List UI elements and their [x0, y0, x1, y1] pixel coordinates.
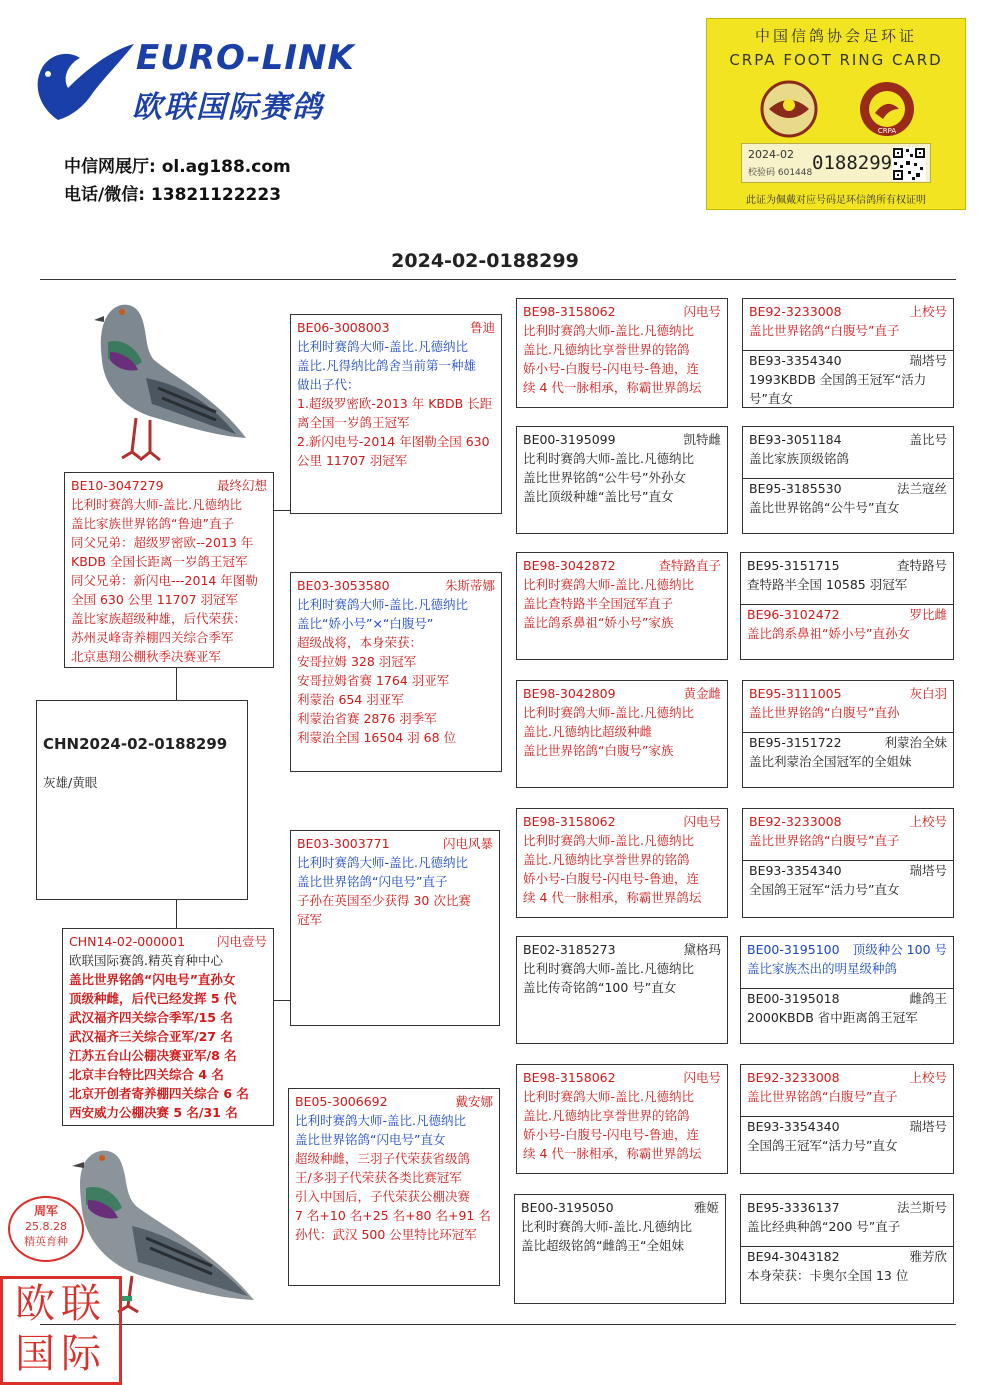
- gen3-ring: BE02-3185273: [523, 942, 616, 957]
- gen4-text: 盖比世界铭鸽“公牛号”直女: [749, 500, 900, 515]
- gen2-box-dam-dam: [288, 1088, 500, 1286]
- gen2-line: 安哥拉姆省赛 1764 羽亚军: [297, 673, 450, 688]
- gen4-text: 盖比家族杰出的明星级种鸽: [747, 961, 898, 976]
- dam-box: [62, 928, 274, 1126]
- gen3-name: 凯特雌: [683, 432, 721, 447]
- gen3-box: [516, 298, 728, 408]
- phone-text: 电话/微信: 13821122223: [64, 185, 282, 205]
- top-divider: [40, 279, 956, 280]
- dove-logo-icon: [28, 28, 138, 128]
- gen2-line: 安哥拉姆 328 羽冠军: [297, 654, 417, 669]
- gen4-ring: BE00-3195018: [747, 991, 840, 1006]
- gen4-name: 灰白羽: [909, 686, 947, 701]
- dam-line: 北京丰台特比四关综合 4 名: [69, 1067, 224, 1082]
- crpa-emblem-label: CRPA: [877, 127, 897, 135]
- gen3-line: 盖比顶级种雄“盖比号”直女: [523, 489, 674, 504]
- gen4-divider: [743, 350, 953, 351]
- gen4-ring: BE00-3195100: [747, 942, 840, 957]
- gen4-ring: BE92-3233008: [749, 814, 842, 829]
- sire-box: [64, 472, 274, 668]
- ring-number-box: [741, 143, 931, 183]
- gen2-line: 比利时赛鸽大师-盖比.凡德纳比: [295, 1113, 466, 1128]
- gen4-name: 盖比号: [909, 432, 947, 447]
- gen4-pair: [742, 426, 954, 534]
- gen2-line: 盖比世界铭鸽“闪电号”直女: [295, 1132, 446, 1147]
- gen4-divider: [741, 1246, 953, 1247]
- ring-card: [706, 18, 966, 210]
- gen3-name: 黛格玛: [683, 942, 721, 957]
- sire-line: 全国 630 公里 11707 羽冠军: [71, 592, 239, 607]
- gen2-name: 鲁迪: [469, 320, 495, 335]
- connector-subject-dam: [176, 900, 177, 928]
- dam-line: 盖比世界铭鸽“闪电号”直孙女: [69, 972, 236, 987]
- gen4-name: 法兰斯号: [896, 1200, 947, 1215]
- gen4-divider: [741, 604, 953, 605]
- gen3-box: [516, 552, 728, 660]
- ring-card-footer: 此证为佩戴对应号码足环信鸽所有权证明: [746, 195, 926, 206]
- gen2-line: 比利时赛鸽大师-盖比.凡德纳比: [297, 855, 468, 870]
- gen2-line: 子孙在英国至少获得 30 次比赛: [297, 893, 471, 908]
- sire-line: KBDB 全国长距离一岁鸽王冠军: [71, 554, 248, 569]
- crpa-emblem-icon: [857, 79, 917, 139]
- gen3-ring: BE00-3195050: [521, 1200, 614, 1215]
- gen2-box-sire-sire: [290, 314, 502, 514]
- gen3-name: 查特路直子: [658, 558, 721, 573]
- gen4-ring: BE95-3185530: [749, 481, 842, 496]
- gen4-name: 上校号: [909, 814, 947, 829]
- gen2-line: 盖比世界铭鸽“闪电号”直子: [297, 874, 448, 889]
- gen3-line: 比利时赛鸽大师-盖比.凡德纳比: [523, 705, 694, 720]
- dam-line: 江苏五台山公棚决赛亚军/8 名: [69, 1048, 237, 1063]
- gen2-name: 戴安娜: [455, 1094, 493, 1109]
- gen4-ring: BE93-3051184: [749, 432, 842, 447]
- gen3-line: 盖比.凡德纳比享誉世界的铭鸽: [523, 342, 690, 357]
- gen2-line: 比利时赛鸽大师-盖比.凡德纳比: [297, 597, 468, 612]
- dam-line: 武汉福齐三关综合亚军/27 名: [69, 1029, 233, 1044]
- gen4-text: 盖比世界铭鸽“白腹号”直子: [749, 833, 900, 848]
- gen4-pair: [742, 298, 954, 408]
- gen2-line: 超级种雌，三羽子代荣获省级鸽: [295, 1151, 471, 1166]
- gen2-name: 朱斯蒂娜: [444, 578, 495, 593]
- gen4-name: 查特路号: [896, 558, 947, 573]
- gen3-box: [516, 426, 728, 534]
- gen3-line: 比利时赛鸽大师-盖比.凡德纳比: [523, 451, 694, 466]
- gen3-name: 闪电号: [683, 814, 721, 829]
- dam-line: 欧联国际赛鸽.精英育种中心: [69, 953, 223, 968]
- gen4-pair: [740, 1194, 954, 1304]
- sire-ring: BE10-3047279: [71, 478, 164, 493]
- gen2-line: 超级战将，本身荣获：: [297, 635, 423, 650]
- gen4-name: 罗比雌: [909, 607, 947, 622]
- gen3-line: 盖比超级铭鸽“雌鸽王“全姐妹: [521, 1238, 684, 1253]
- gen2-line: 冠军: [297, 912, 323, 927]
- gen2-line: 利蒙治省赛 2876 羽季军: [297, 711, 437, 726]
- gen3-line: 续 4 代一脉相承，称霸世界鸽坛: [523, 890, 702, 905]
- gen4-pair: [740, 936, 954, 1044]
- ring-year-code: 2024-02: [748, 148, 794, 161]
- logo-text-cn: 欧联国际赛鸽: [132, 90, 324, 125]
- gen2-ring: BE06-3008003: [297, 320, 390, 335]
- gen4-pair: [742, 680, 954, 788]
- gen3-line: 娇小号-白腹号-闪电号-鲁迪，连: [523, 871, 700, 886]
- gen4-ring: BE95-3336137: [747, 1200, 840, 1215]
- gen4-ring: BE95-3111005: [749, 686, 842, 701]
- gen2-line: 2.新闪电号-2014 年图勒全国 630: [297, 434, 490, 449]
- gen2-line: 利蒙治 654 羽亚军: [297, 692, 404, 707]
- gen3-ring: BE98-3042872: [523, 558, 616, 573]
- sire-line: 盖比家族超级种雄，后代荣获：: [71, 611, 247, 626]
- gen4-text: 盖比经典种鸽“200 号”直子: [747, 1219, 901, 1234]
- gen3-line: 盖比查特路半全国冠军直子: [523, 596, 674, 611]
- gen2-line: 引入中国后，子代荣获公棚决赛: [295, 1189, 471, 1204]
- gen3-line: 比利时赛鸽大师-盖比.凡德纳比: [523, 323, 694, 338]
- stamp-date: 25.8.28: [25, 1220, 67, 1233]
- gen4-ring: BE92-3233008: [749, 304, 842, 319]
- website-text: 中信网展厅: ol.ag188.com: [64, 157, 291, 177]
- gen4-text: 全国鸽王冠军“活力号”直女: [747, 1138, 898, 1153]
- sire-line: 同父兄弟：超级罗密欧--2013 年: [71, 535, 254, 550]
- gen2-line: 王/多羽子代荣获各类比赛冠军: [295, 1170, 462, 1185]
- gen2-ring: BE03-3003771: [297, 836, 390, 851]
- gen3-line: 盖比.凡德纳比享誉世界的铭鸽: [523, 852, 690, 867]
- dam-line: 北京开创者寄养棚四关综合 6 名: [69, 1086, 249, 1101]
- gen4-name: 瑞塔号: [909, 353, 947, 368]
- gen4-ring: BE96-3102472: [747, 607, 840, 622]
- gen3-ring: BE98-3158062: [523, 1070, 616, 1085]
- dam-ring: CHN14-02-000001: [69, 934, 186, 949]
- gen4-text: 盖比世界铭鸽“白腹号”直子: [749, 323, 900, 338]
- gen4-name: 顶级种公 100 号: [852, 942, 947, 957]
- gen3-box: [516, 936, 728, 1044]
- gen2-ring: BE05-3006692: [295, 1094, 388, 1109]
- gen4-pair: [742, 808, 954, 918]
- gen4-text: 2000KBDB 省中距离鸽王冠军: [747, 1010, 918, 1025]
- gen3-line: 娇小号-白腹号-闪电号-鲁迪，连: [523, 361, 700, 376]
- gen3-ring: BE98-3158062: [523, 814, 616, 829]
- subject-ring-number: CHN2024-02-0188299: [43, 735, 228, 753]
- gen4-divider: [743, 860, 953, 861]
- company-seal: 欧联国际: [0, 1276, 122, 1385]
- gen4-text: 盖比鸽系鼻祖“娇小号”直孙女: [747, 626, 910, 641]
- gen3-box: [516, 808, 728, 918]
- gen4-ring: BE93-3354340: [749, 863, 842, 878]
- gen4-text: 盖比家族顶级铭鸽: [749, 451, 850, 466]
- gen4-text: 本身荣获：卡奥尔全国 13 位: [747, 1268, 909, 1283]
- gen4-name: 瑞塔号: [909, 1119, 947, 1134]
- gen4-ring: BE92-3233008: [747, 1070, 840, 1085]
- sire-line: 北京惠翔公棚秋季决赛亚军: [71, 649, 222, 664]
- gen3-box: [516, 1064, 728, 1174]
- ring-card-title-en: CRPA FOOT RING CARD: [729, 51, 943, 69]
- dam-line: 西安威力公棚决赛 5 名/31 名: [69, 1105, 238, 1120]
- subject-box: [36, 700, 248, 900]
- gen4-ring: BE95-3151715: [747, 558, 840, 573]
- gen4-divider: [741, 1116, 953, 1117]
- sire-name: 最终幻想: [216, 478, 267, 493]
- ring-card-title-cn: 中国信鸽协会足环证: [754, 27, 917, 45]
- gen4-text: 1993KBDB 全国鸽王冠军“活力号”直女: [749, 372, 927, 406]
- euro-link-logo: [28, 28, 388, 128]
- gen2-name: 闪电风暴: [442, 836, 493, 851]
- gen4-name: 雌鸽王: [909, 991, 947, 1006]
- gen3-line: 盖比传奇铭鸽“100 号”直女: [523, 980, 677, 995]
- gen4-name: 利蒙治全妹: [884, 735, 947, 750]
- gen4-ring: BE93-3354340: [747, 1119, 840, 1134]
- gen2-line: 孙代：武汉 500 公里特比环冠军: [295, 1227, 477, 1242]
- ring-number: 0188299: [812, 152, 893, 174]
- gen4-name: 上校号: [909, 304, 947, 319]
- gen4-name: 法兰寇丝: [896, 481, 947, 496]
- bottom-divider: [40, 1324, 956, 1325]
- gen3-line: 比利时赛鸽大师-盖比.凡德纳比: [523, 961, 694, 976]
- gen3-name: 闪电号: [683, 1070, 721, 1085]
- gen4-pair: [740, 552, 954, 660]
- stamp-label: 精英育种: [24, 1235, 68, 1248]
- gen4-ring: BE93-3354340: [749, 353, 842, 368]
- gen2-line: 盖比“娇小号”×“白腹号”: [297, 616, 434, 631]
- gen2-box-sire-dam: [290, 572, 502, 772]
- gen2-line: 做出子代：: [297, 377, 360, 392]
- gen4-text: 全国鸽王冠军“活力号”直女: [749, 882, 900, 897]
- sire-line: 苏州灵峰寄养棚四关综合季军: [71, 630, 234, 645]
- gen3-name: 黄金雌: [683, 686, 721, 701]
- gen3-line: 比利时赛鸽大师-盖比.凡德纳比: [523, 833, 694, 848]
- connector-subject-sire: [176, 668, 177, 700]
- gen3-name: 闪电号: [683, 304, 721, 319]
- gen4-divider: [743, 478, 953, 479]
- gen3-box: [514, 1194, 726, 1304]
- gen2-line: 利蒙治全国 16504 羽 68 位: [297, 730, 457, 745]
- gen4-text: 盖比世界铭鸽“白腹号”直子: [747, 1089, 898, 1104]
- subject-color: 灰雄/黄眼: [43, 775, 98, 790]
- gen4-text: 查特路半全国 10585 羽冠军: [747, 577, 908, 592]
- gen4-ring: BE95-3151722: [749, 735, 842, 750]
- gen2-line: 1.超级罗密欧-2013 年 KBDB 长距: [297, 396, 493, 411]
- gen4-text: 盖比世界铭鸽“白腹号”直孙: [749, 705, 900, 720]
- logo-text-en: EURO-LINK: [136, 38, 355, 78]
- gen3-box: [516, 680, 728, 788]
- gen2-line: 公里 11707 羽冠军: [297, 453, 408, 468]
- globe-emblem-icon: [759, 79, 819, 139]
- gen4-ring: BE94-3043182: [747, 1249, 840, 1264]
- gen4-name: 上校号: [909, 1070, 947, 1085]
- gen2-line: 离全国一岁鸽王冠军: [297, 415, 410, 430]
- gen3-line: 盖比世界铭鸽“白腹号”家族: [523, 743, 674, 758]
- gen3-line: 续 4 代一脉相承，称霸世界鸽坛: [523, 380, 702, 395]
- pedigree-title: 2024-02-0188299: [391, 250, 579, 272]
- gen4-divider: [743, 732, 953, 733]
- gen3-line: 盖比世界铭鸽“公牛号”外孙女: [523, 470, 686, 485]
- gen3-ring: BE00-3195099: [523, 432, 616, 447]
- gen4-text: 盖比利蒙治全国冠军的全姐妹: [749, 754, 912, 769]
- gen2-line: 盖比.凡得纳比鸽舍当前第一种雄: [297, 358, 476, 373]
- dam-line: 顶级种雌，后代已经发挥 5 代: [69, 991, 237, 1006]
- gen3-line: 比利时赛鸽大师-盖比.凡德纳比: [521, 1219, 692, 1234]
- gen3-line: 盖比鸽系鼻祖“娇小号”家族: [523, 615, 674, 630]
- qr-code-icon: [892, 147, 926, 181]
- sire-line: 比利时赛鸽大师-盖比.凡德纳比: [71, 497, 242, 512]
- stamp-name: 周军: [33, 1204, 58, 1218]
- gen4-name: 雅芳欣: [909, 1249, 947, 1264]
- gen3-ring: BE98-3158062: [523, 304, 616, 319]
- sire-line: 同父兄弟：新闪电---2014 年图勒: [71, 573, 258, 588]
- dam-name: 闪电壹号: [216, 934, 267, 949]
- gen4-pair: [740, 1064, 954, 1174]
- gen3-line: 比利时赛鸽大师-盖比.凡德纳比: [523, 577, 694, 592]
- gen2-box-dam-sire: [290, 830, 500, 1026]
- date-stamp: [8, 1196, 84, 1262]
- gen3-name: 雅姬: [693, 1200, 719, 1215]
- gen3-ring: BE98-3042809: [523, 686, 616, 701]
- gen3-line: 盖比.凡德纳比享誉世界的铭鸽: [523, 1108, 690, 1123]
- gen4-name: 瑞塔号: [909, 863, 947, 878]
- gen2-line: 7 名+10 名+25 名+80 名+91 名: [295, 1208, 491, 1223]
- gen3-line: 盖比.凡德纳比超级种雌: [523, 724, 652, 739]
- gen2-line: 比利时赛鸽大师-盖比.凡德纳比: [297, 339, 468, 354]
- gen3-line: 娇小号-白腹号-闪电号-鲁迪，连: [523, 1127, 700, 1142]
- ring-check-code: 校验码 601448: [748, 168, 813, 178]
- gen3-line: 续 4 代一脉相承，称霸世界鸽坛: [523, 1146, 702, 1161]
- dam-line: 武汉福齐四关综合季军/15 名: [69, 1010, 233, 1025]
- gen3-line: 比利时赛鸽大师-盖比.凡德纳比: [523, 1089, 694, 1104]
- gen2-ring: BE03-3053580: [297, 578, 390, 593]
- pigeon-photo-top: [66, 288, 252, 468]
- sire-line: 盖比家族世界铭鸽“鲁迪”直子: [71, 516, 234, 531]
- gen4-divider: [741, 988, 953, 989]
